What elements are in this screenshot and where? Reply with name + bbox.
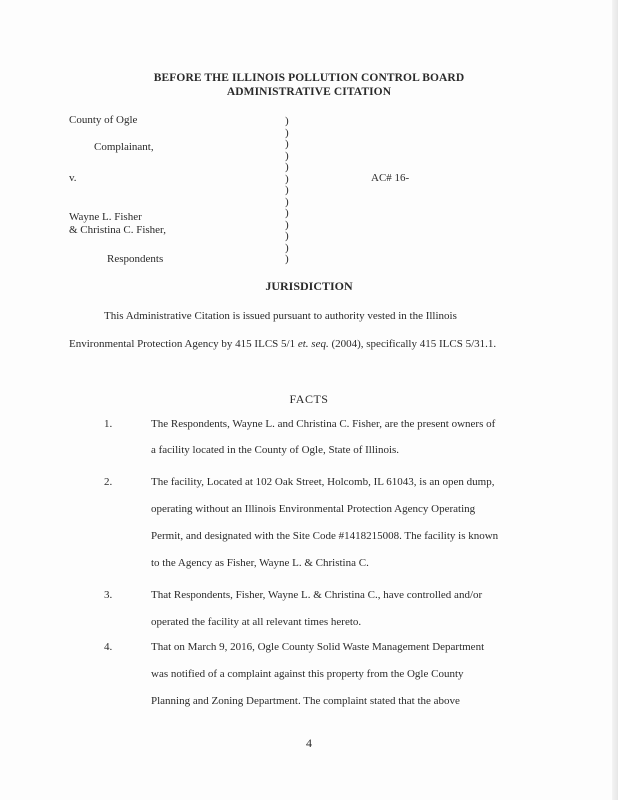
- board-title: BEFORE THE ILLINOIS POLLUTION CONTROL BOARD: [153, 72, 465, 84]
- caption-paren: ): [285, 253, 289, 265]
- fact-number: 1.: [104, 418, 113, 430]
- facts-heading: FACTS: [289, 392, 329, 406]
- citation-title: ADMINISTRATIVE CITATION: [226, 86, 392, 98]
- fact-line: to the Agency as Fisher, Wayne L. & Christina C.: [151, 557, 369, 569]
- caption-respondents-label: Respondents: [107, 253, 164, 265]
- fact-line: was notified of a complaint against this property from the Ogle County: [151, 668, 464, 680]
- jurisdiction-line-1: This Administrative Citation is issued pursuant to authority vested in the Illinois: [104, 310, 457, 322]
- caption-paren: ): [285, 195, 289, 208]
- caption-paren: ): [285, 218, 289, 231]
- jurisdiction-et-seq: et. seq.: [297, 338, 329, 350]
- page-number: 4: [306, 736, 312, 750]
- fact-number: 3.: [104, 589, 113, 601]
- fact-line: That on March 9, 2016, Ogle County Solid Waste Management Department: [151, 641, 485, 653]
- fact-line: That Respondents, Fisher, Wayne L. & Christina C., have controlled and/or: [151, 589, 483, 601]
- caption-paren: ): [285, 241, 289, 254]
- caption-paren: ): [285, 161, 289, 173]
- fact-line: a facility located in the County of Ogle, State of Illinois.: [151, 444, 400, 456]
- jurisdiction-line-2: [69, 338, 496, 350]
- fact-line: Planning and Zoning Department. The complaint stated that the above: [151, 695, 460, 707]
- caption-paren: ): [285, 207, 289, 219]
- caption-paren: ): [285, 115, 289, 127]
- fact-line: operating without an Illinois Environmental Protection Agency Operating: [151, 503, 476, 515]
- caption-paren: ): [285, 149, 289, 162]
- fact-number: 2.: [104, 476, 113, 488]
- jurisdiction-line-2b: (2004), specifically 415 ILCS 5/31.1.: [328, 338, 497, 350]
- jurisdiction-line-2a: Environmental Protection Agency by 415 ILCS 5/1: [69, 338, 298, 350]
- caption-respondent-1: Wayne L. Fisher: [69, 211, 142, 223]
- caption-complainant: Complainant,: [94, 141, 154, 153]
- caption-paren: ): [285, 184, 289, 196]
- caption-paren: ): [285, 126, 289, 139]
- caption-respondent-2: & Christina C. Fisher,: [69, 224, 167, 236]
- fact-line: operated the facility at all relevant times hereto.: [151, 616, 362, 628]
- fact-line: The Respondents, Wayne L. and Christina C. Fisher, are the present owners of: [151, 418, 496, 430]
- fact-line: The facility, Located at 102 Oak Street, Holcomb, IL 61043, is an open dump,: [151, 476, 495, 488]
- caption-county: County of Ogle: [69, 114, 138, 126]
- caption-paren: ): [285, 230, 289, 242]
- fact-line: Permit, and designated with the Site Code #1418215008. The facility is known: [151, 530, 499, 542]
- caption-versus: v.: [69, 172, 77, 184]
- caption-case-number: AC# 16-: [371, 172, 410, 184]
- caption-parentheses: [285, 116, 295, 266]
- fact-number: 4.: [104, 641, 113, 653]
- caption-paren: ): [285, 172, 289, 185]
- jurisdiction-heading: JURISDICTION: [265, 279, 353, 293]
- caption-paren: ): [285, 138, 289, 150]
